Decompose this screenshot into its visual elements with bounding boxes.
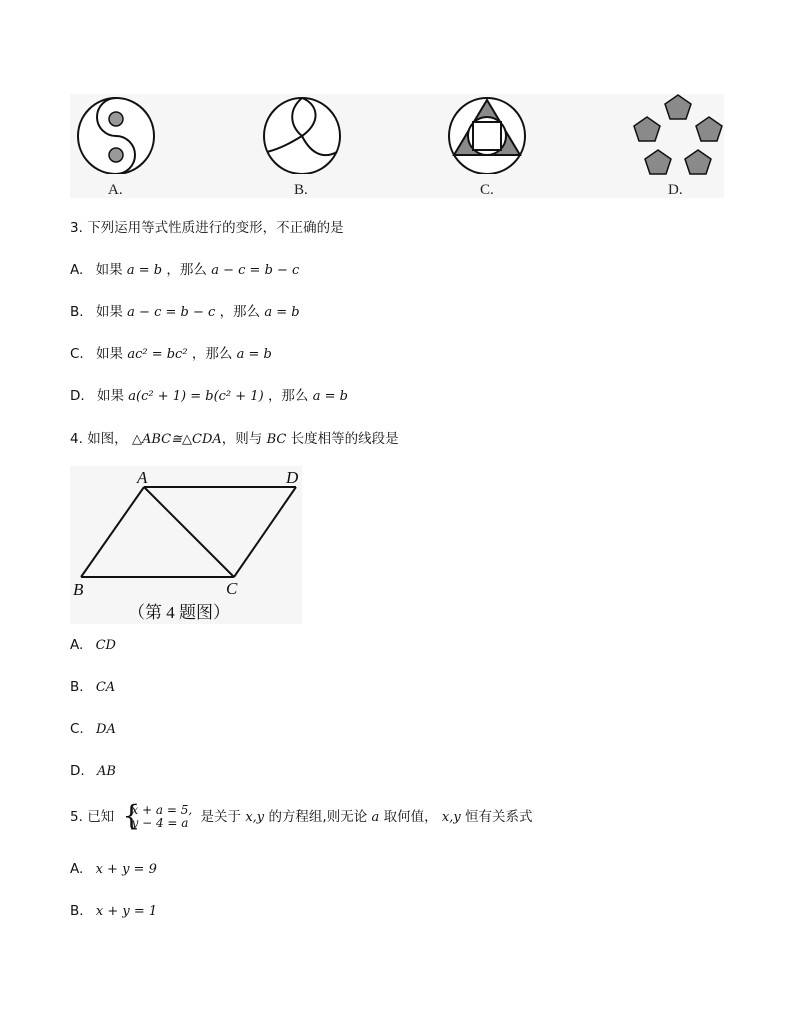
- option-math: CA: [95, 680, 116, 695]
- option-text: 如果: [95, 262, 123, 278]
- option-text: 如果: [96, 388, 124, 404]
- equation-2: y − 4 = a: [131, 816, 189, 830]
- question-3-stem: [70, 216, 344, 236]
- option-label: A.: [70, 262, 84, 278]
- option-text: 如果: [96, 346, 124, 362]
- question-number: 5.: [70, 809, 83, 825]
- option-label: A.: [70, 637, 84, 653]
- question-text: 如图，: [87, 431, 128, 447]
- option-math: DA: [96, 722, 116, 737]
- q3-option-d[interactable]: [70, 384, 348, 404]
- q5-option-b[interactable]: [70, 903, 157, 919]
- figure-caption-d: D.: [668, 182, 683, 198]
- q5-option-a[interactable]: [70, 861, 157, 877]
- question-text: 下列运用等式性质进行的变形，不正确的是: [87, 220, 344, 236]
- question-math: BC: [266, 432, 287, 447]
- figure-caption-a: A.: [108, 182, 123, 198]
- option-text: 如果: [95, 304, 123, 320]
- option-text: ，那么: [267, 388, 309, 404]
- option-math: x + y = 1: [95, 904, 158, 919]
- option-math: AB: [96, 764, 116, 779]
- option-label: B.: [70, 304, 84, 320]
- option-math: a − c = b − c: [127, 305, 216, 320]
- option-label: D.: [70, 763, 85, 779]
- option-text: ，那么: [219, 304, 261, 320]
- yin-yang-icon: [74, 94, 158, 174]
- option-math: a(c² + 1) = b(c² + 1): [128, 389, 264, 404]
- q4-option-d[interactable]: [70, 763, 116, 779]
- option-math: a − c = b − c: [211, 263, 300, 278]
- question-text: 取何值，: [383, 809, 438, 825]
- question-math: x,y: [245, 810, 265, 825]
- option-label: B.: [70, 679, 84, 695]
- parallelogram-diagram: [70, 466, 302, 596]
- question-text: 的方程组,则无论: [268, 809, 368, 825]
- vertex-label-c: C: [226, 579, 238, 598]
- pentagons-figure: [630, 92, 726, 180]
- question-text: ，则与: [221, 431, 263, 447]
- question-math: x,y: [441, 810, 461, 825]
- question-math: a: [371, 810, 380, 825]
- circle-triangle-figure: [445, 94, 529, 174]
- circle-triangle-square-icon: [445, 94, 529, 174]
- symmetry-figures-row: [70, 94, 724, 198]
- option-math: a = b: [126, 263, 163, 278]
- option-math: a = b: [236, 347, 272, 362]
- option-math: CD: [95, 638, 116, 653]
- option-math: a = b: [264, 305, 300, 320]
- vertex-label-b: B: [73, 580, 84, 599]
- q3-option-a[interactable]: [70, 258, 299, 278]
- yin-yang-figure: [74, 94, 158, 174]
- question-text: 是关于: [200, 809, 242, 825]
- option-label: D.: [70, 388, 85, 404]
- option-text: ，那么: [166, 262, 207, 278]
- option-math: a = b: [312, 389, 348, 404]
- option-math: ac² = bc²: [127, 347, 188, 362]
- option-label: C.: [70, 346, 84, 362]
- question-text: 已知: [87, 809, 115, 825]
- vertex-label-a: A: [137, 468, 148, 487]
- figure-caption: （第 4 题图）: [128, 603, 230, 622]
- equation-system: [122, 799, 193, 832]
- question-4-stem: [70, 427, 399, 447]
- option-label: B.: [70, 903, 84, 919]
- question-math: △ABC≅△CDA: [131, 432, 222, 447]
- question-text: 恒有关系式: [465, 809, 533, 825]
- option-text: ，那么: [191, 346, 233, 362]
- equation-1: x + a = 5,: [131, 803, 193, 817]
- parallelogram-figure: [70, 466, 302, 624]
- question-text: 长度相等的线段是: [290, 431, 399, 447]
- vertex-label-d: D: [286, 468, 299, 487]
- option-label: A.: [70, 861, 84, 877]
- figure-caption-c: C.: [480, 182, 494, 198]
- q3-option-c[interactable]: [70, 342, 272, 362]
- option-label: C.: [70, 721, 84, 737]
- question-5-stem: [70, 799, 533, 832]
- figure-caption-b: B.: [294, 182, 308, 198]
- q3-option-b[interactable]: [70, 300, 300, 320]
- q4-option-a[interactable]: [70, 637, 116, 653]
- question-number: 3.: [70, 220, 83, 236]
- option-math: x + y = 9: [95, 862, 157, 877]
- triskelion-figure: [260, 94, 344, 174]
- triskelion-icon: [260, 94, 344, 174]
- five-pentagons-icon: [630, 92, 726, 180]
- q4-option-c[interactable]: [70, 721, 116, 737]
- q4-option-b[interactable]: [70, 679, 115, 695]
- question-number: 4.: [70, 431, 83, 447]
- brace-icon: {: [122, 799, 141, 832]
